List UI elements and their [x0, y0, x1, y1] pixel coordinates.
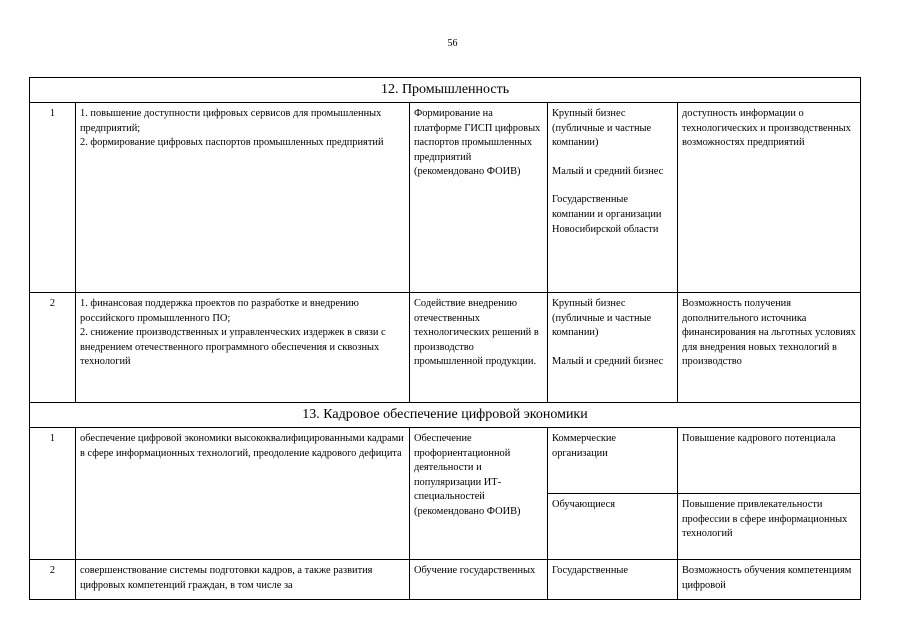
section-header-row: [30, 78, 861, 103]
section-header-row: [30, 403, 861, 428]
participant-cell: Государственные: [548, 560, 678, 600]
row-number: 2: [30, 293, 76, 403]
participant: Малый и средний бизнес: [552, 165, 664, 177]
task-line: 1. финансовая поддержка проектов по разработке и внедрению российского промышленного ПО;: [80, 298, 359, 324]
effect-cell: Возможность получения дополнительного источника финансирования на льготных условиях для внедрения новых технологий в производство: [678, 293, 861, 403]
task-line: 1. повышение доступности цифровых сервисов для промышленных предприятий;: [80, 108, 382, 134]
participant: Государственные компании и организации Новосибирской области: [552, 194, 662, 235]
task-line: 2. снижение производственных и управленческих издержек в связи с внедрением отечественного программного обеспечения и сквозных технологий: [80, 327, 386, 368]
participant: Крупный бизнес (публичные и частные компании): [552, 108, 652, 149]
measures-table: [29, 77, 861, 600]
row-number: 1: [30, 103, 76, 293]
measure-cell: Обеспечение профориентационной деятельности и популяризации ИТ-специальностей (рекомендовано ФОИВ): [410, 428, 548, 560]
task-cell: [76, 103, 410, 293]
measure-cell: Обучение государственных: [410, 560, 548, 600]
section-title: 12. Промышленность: [30, 78, 861, 103]
effect-cell: Возможность обучения компетенциям цифровой: [678, 560, 861, 600]
effect-cell: Повышение кадрового потенциала: [678, 428, 861, 494]
participant: Крупный бизнес (публичные и частные компании): [552, 298, 652, 339]
row-number: 2: [30, 560, 76, 600]
section-title: 13. Кадровое обеспечение цифровой экономики: [30, 403, 861, 428]
table-row: [30, 103, 861, 293]
participants-cell: [548, 103, 678, 293]
table-row: [30, 428, 861, 494]
measure-cell: Содействие внедрению отечественных технологических решений в производство промышленной продукции.: [410, 293, 548, 403]
effect-cell: доступность информации о технологических и производственных возможностях предприятий: [678, 103, 861, 293]
measure-cell: Формирование на платформе ГИСП цифровых паспортов промышленных предприятий (рекомендовано ФОИВ): [410, 103, 548, 293]
task-cell: обеспечение цифровой экономики высококвалифицированными кадрами в сфере информационных технологий, преодоление кадрового дефицита: [76, 428, 410, 560]
task-cell: совершенствование системы подготовки кадров, а также развития цифровых компетенций граждан, в том числе за: [76, 560, 410, 600]
participants-cell: [548, 293, 678, 403]
effect-cell: Повышение привлекательности профессии в сфере информационных технологий: [678, 494, 861, 560]
table-row: [30, 293, 861, 403]
page-number: 56: [447, 38, 458, 49]
participant-cell: Коммерческие организации: [548, 428, 678, 494]
task-line: 2. формирование цифровых паспортов промышленных предприятий: [80, 137, 384, 149]
participant: Малый и средний бизнес: [552, 355, 664, 367]
table-row: [30, 560, 861, 600]
row-number: 1: [30, 428, 76, 560]
task-cell: [76, 293, 410, 403]
participant-cell: Обучающиеся: [548, 494, 678, 560]
